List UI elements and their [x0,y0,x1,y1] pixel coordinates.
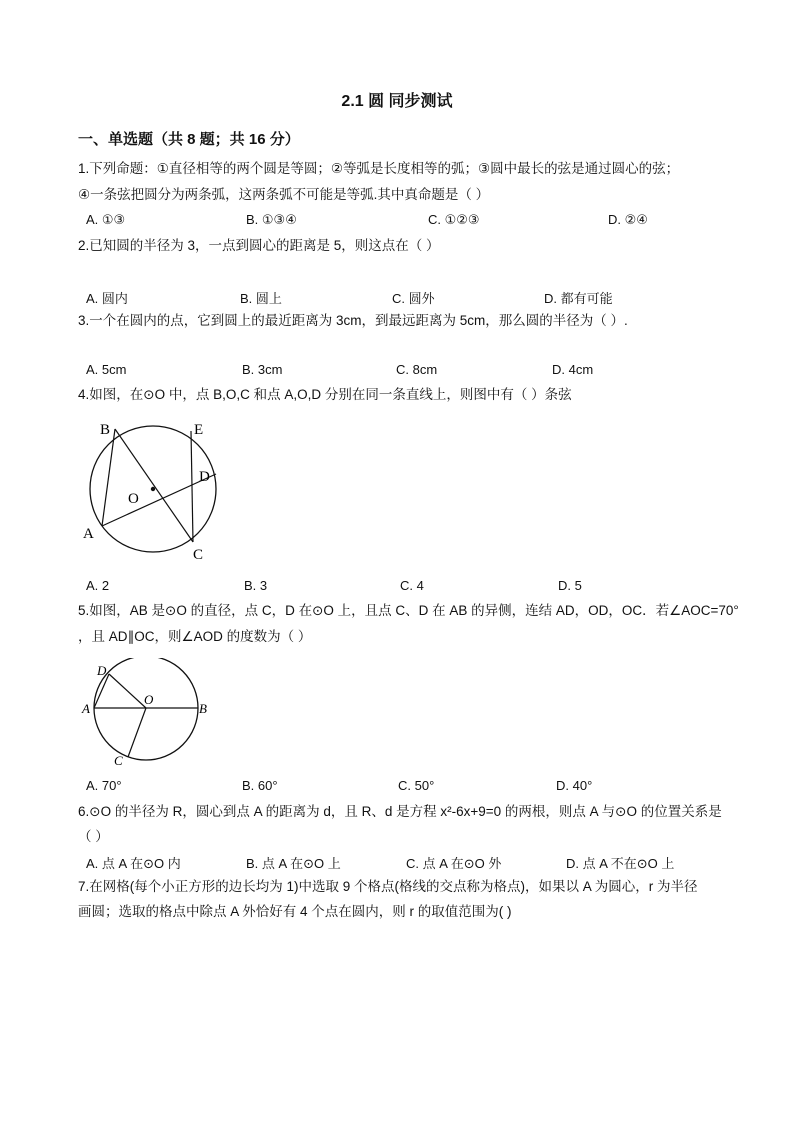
question-1-option-d: D. ②④ [608,212,648,227]
question-1-option-c: C. ①②③ [428,212,480,227]
label-c: C [114,753,123,768]
question-2-option-c: C. 圆外 [392,291,435,306]
question-3-option-a: A. 5cm [86,362,127,377]
section-heading: 一、单选题（共 8 题；共 16 分） [78,131,300,148]
chord-ec [191,431,193,542]
question-6-option-b: B. 点 A 在⊙O 上 [246,856,341,871]
question-4-option-a: A. 2 [86,578,110,593]
radius-oc [128,708,146,757]
question-2-option-d: D. 都有可能 [544,291,613,306]
question-5-option-d: D. 40° [556,778,593,793]
question-4-option-c: C. 4 [400,578,424,593]
label-b: B [199,701,207,716]
question-1-option-a: A. ①③ [86,212,126,227]
center-point-o [151,487,155,491]
label-d: D [97,663,107,678]
question-2-option-a: A. 圆内 [86,291,128,306]
question-1-line-1: 1.下列命题：①直径相等的两个圆是等圆；②等弧是长度相等的弧；③圆中最长的弦是通过圆心的弦； [78,161,680,176]
label-c: C [193,547,204,563]
question-1-line-2: ④一条弦把圆分为两条弧，这两条弧不可能是等弧.其中真命题是（ ） [78,187,490,202]
question-4-circle-figure [78,414,228,564]
question-7-line-2: 画圆；选取的格点中除点 A 外恰好有 4 个点在圆内，则 r 的取值范围为( ) [78,904,512,919]
label-e: E [194,422,204,438]
question-4-option-b: B. 3 [244,578,268,593]
label-d: D [199,469,210,485]
question-5-option-b: B. 60° [242,778,278,793]
question-3-option-b: B. 3cm [242,362,283,377]
page-title: 2.1 圆 同步测试 [341,93,453,110]
question-2-option-b: B. 圆上 [240,291,282,306]
question-6-option-d: D. 点 A 不在⊙O 上 [566,856,675,871]
question-5-circle-figure [78,658,218,770]
question-6-option-c: C. 点 A 在⊙O 外 [406,856,502,871]
question-3-line-1: 3.一个在圆内的点，它到圆上的最近距离为 3cm，到最远距离为 5cm，那么圆的半径为（ ）. [78,313,628,328]
question-2-line-1: 2.已知圆的半径为 3，一点到圆心的距离是 5，则这点在（ ） [78,238,440,253]
question-7-line-1: 7.在网格(每个小正方形的边长均为 1)中选取 9 个格点(格线的交点称为格点)，如果以 A 为圆心，r 为半径 [78,879,698,894]
question-3-option-d: D. 4cm [552,362,594,377]
question-6-line-2: （ ） [78,829,109,844]
label-b: B [100,422,111,438]
question-5-line-2: ，且 AD∥OC，则∠AOD 的度数为（ ） [78,629,312,644]
label-o: O [128,491,139,507]
diameter-bc [115,429,193,542]
question-3-option-c: C. 8cm [396,362,438,377]
question-5-option-a: A. 70° [86,778,122,793]
question-6-line-1: 6.⊙O 的半径为 R，圆心到点 A 的距离为 d，且 R、d 是方程 x²-6x+9=0 的两根，则点 A 与⊙O 的位置关系是 [78,804,722,819]
radius-od [109,674,146,708]
label-a: A [83,526,94,542]
label-o: O [144,692,154,707]
question-4-option-d: D. 5 [558,578,582,593]
question-4-line-1: 4.如图，在⊙O 中，点 B,O,C 和点 A,O,D 分别在同一条直线上，则图中有（ ）条弦 [78,387,572,402]
label-a: A [82,701,90,716]
question-6-option-a: A. 点 A 在⊙O 内 [86,856,181,871]
question-5-line-1: 5.如图，AB 是⊙O 的直径，点 C，D 在⊙O 上，且点 C、D 在 AB 的异侧，连结 AD，OD，OC．若∠AOC=70° [78,603,739,618]
question-5-option-c: C. 50° [398,778,435,793]
question-1-option-b: B. ①③④ [246,212,297,227]
